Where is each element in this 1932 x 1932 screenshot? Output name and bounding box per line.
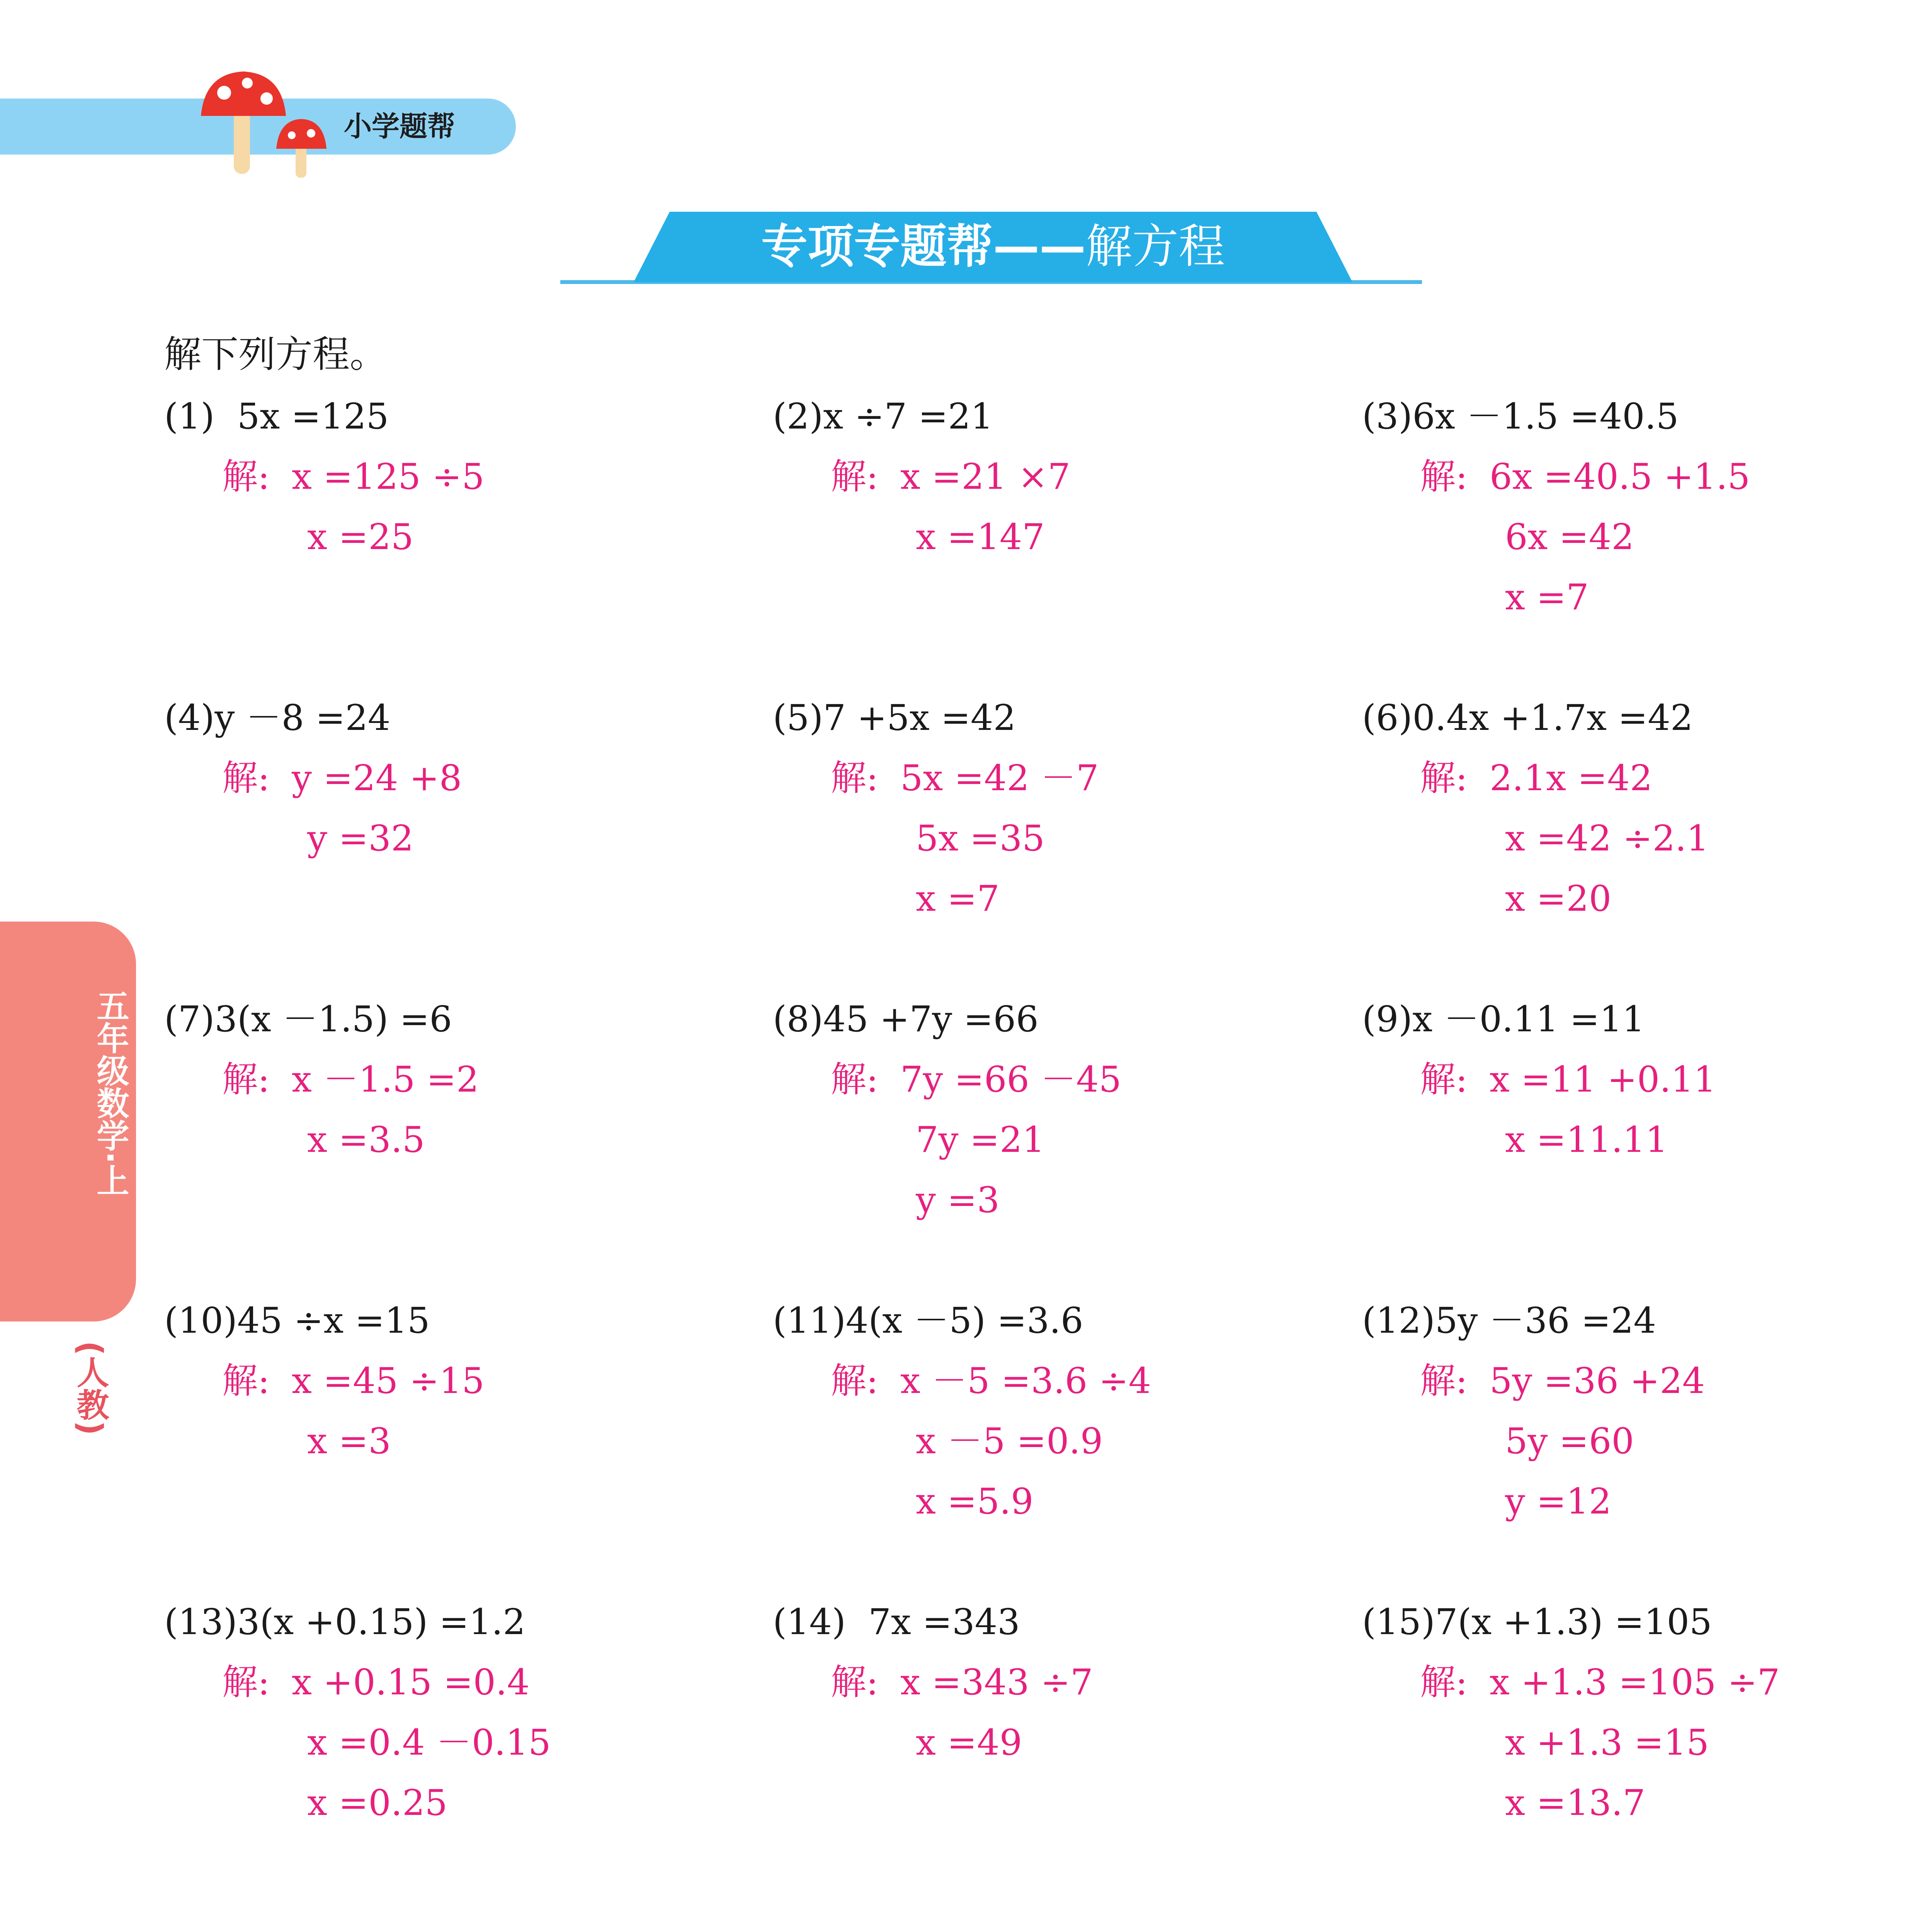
problem-1 bbox=[164, 386, 744, 567]
solution-line bbox=[1362, 1773, 1932, 1833]
solution-line bbox=[773, 808, 1352, 869]
side-tab-edition: (人教) bbox=[71, 1341, 109, 1435]
solve-label: 解: bbox=[222, 456, 270, 497]
problem-12 bbox=[1362, 1291, 1932, 1532]
solve-label: 解: bbox=[222, 1059, 270, 1100]
solution-step: x －1.5 =2 bbox=[292, 1059, 479, 1100]
solution-line bbox=[1362, 1351, 1932, 1411]
solve-label: 解: bbox=[1420, 456, 1468, 497]
solution-line bbox=[164, 1049, 744, 1110]
problem-9 bbox=[1362, 989, 1932, 1170]
solution-step: x =0.25 bbox=[307, 1782, 448, 1823]
solve-label: 解: bbox=[831, 1662, 878, 1703]
solution-step: x =42 ÷2.1 bbox=[1505, 818, 1709, 859]
solution-line bbox=[1362, 808, 1932, 869]
side-tab-grade: 五年级数学·上 bbox=[92, 989, 129, 1196]
solution-step: 6x =40.5 +1.5 bbox=[1490, 456, 1750, 497]
problem-2 bbox=[773, 386, 1352, 567]
solution-line bbox=[1362, 507, 1932, 567]
solve-label: 解: bbox=[831, 456, 878, 497]
solution-step: x +1.3 =15 bbox=[1505, 1722, 1709, 1763]
solution-line bbox=[1362, 567, 1932, 628]
solution-line bbox=[1362, 869, 1932, 929]
problem-8 bbox=[773, 989, 1352, 1230]
solution-line bbox=[773, 1713, 1352, 1773]
solution-line bbox=[1362, 1652, 1932, 1713]
solution-line bbox=[1362, 1049, 1932, 1110]
solution-line bbox=[773, 1471, 1352, 1532]
problem-equation: (2)x ÷7 =21 bbox=[773, 396, 993, 437]
solution-step: x =125 ÷5 bbox=[292, 456, 485, 497]
solution-line bbox=[1362, 1411, 1932, 1471]
problem-equation: (11)4(x －5) =3.6 bbox=[773, 1300, 1083, 1341]
problem-equation: (5)7 +5x =42 bbox=[773, 697, 1016, 738]
solution-step: x =20 bbox=[1505, 878, 1612, 919]
solution-step: x =11.11 bbox=[1505, 1119, 1668, 1160]
solution-line bbox=[164, 1351, 744, 1411]
problem-equation: (12)5y －36 =24 bbox=[1362, 1300, 1656, 1341]
solution-step: x +1.3 =105 ÷7 bbox=[1490, 1662, 1780, 1703]
problem-equation: (15)7(x +1.3) =105 bbox=[1362, 1601, 1712, 1643]
solution-line bbox=[164, 1110, 744, 1170]
solution-line bbox=[773, 1411, 1352, 1471]
solution-line bbox=[164, 1713, 744, 1773]
solution-line bbox=[1362, 1471, 1932, 1532]
problem-equation: (8)45 +7y =66 bbox=[773, 998, 1039, 1040]
solution-step: 5y =36 +24 bbox=[1490, 1360, 1705, 1401]
solution-line bbox=[773, 1652, 1352, 1713]
solution-step: x －5 =3.6 ÷4 bbox=[900, 1360, 1151, 1401]
solution-step: y =32 bbox=[307, 818, 414, 859]
solution-step: 5y =60 bbox=[1505, 1420, 1634, 1462]
solve-label: 解: bbox=[1420, 1059, 1468, 1100]
problem-equation: (6)0.4x +1.7x =42 bbox=[1362, 697, 1693, 738]
solution-line bbox=[773, 869, 1352, 929]
solution-step: x =49 bbox=[916, 1722, 1022, 1763]
solution-step: x =343 ÷7 bbox=[900, 1662, 1093, 1703]
problem-11 bbox=[773, 1291, 1352, 1532]
solution-step: y =12 bbox=[1505, 1481, 1612, 1522]
solution-line bbox=[164, 748, 744, 808]
instruction: 解下列方程。 bbox=[164, 333, 387, 376]
solution-step: 2.1x =42 bbox=[1490, 757, 1653, 799]
solution-step: 7y =21 bbox=[916, 1119, 1045, 1160]
problem-equation: (7)3(x －1.5) =6 bbox=[164, 998, 452, 1040]
problem-4 bbox=[164, 688, 744, 869]
solution-step: x =5.9 bbox=[916, 1481, 1034, 1522]
solution-step: 5x =42 －7 bbox=[900, 757, 1099, 799]
solution-step: 6x =42 bbox=[1505, 516, 1634, 558]
page-title-sub: 解方程 bbox=[1086, 220, 1225, 274]
problem-equation: (3)6x －1.5 =40.5 bbox=[1362, 396, 1679, 437]
solution-step: 5x =35 bbox=[916, 818, 1045, 859]
brand-label: 小学题帮 bbox=[344, 110, 456, 143]
solution-step: x =3 bbox=[307, 1420, 391, 1462]
solve-label: 解: bbox=[831, 1059, 878, 1100]
solve-label: 解: bbox=[1420, 1662, 1468, 1703]
solution-line bbox=[773, 1170, 1352, 1230]
solution-step: x =0.4 －0.15 bbox=[307, 1722, 551, 1763]
solution-step: x =13.7 bbox=[1505, 1782, 1646, 1823]
solution-line bbox=[164, 1773, 744, 1833]
solution-line bbox=[1362, 1110, 1932, 1170]
problem-3 bbox=[1362, 386, 1932, 628]
problem-15 bbox=[1362, 1592, 1932, 1833]
solution-line bbox=[773, 507, 1352, 567]
solve-label: 解: bbox=[1420, 757, 1468, 799]
solution-step: x －5 =0.9 bbox=[916, 1420, 1103, 1462]
problem-equation: (9)x －0.11 =11 bbox=[1362, 998, 1645, 1040]
solution-line bbox=[1362, 748, 1932, 808]
problem-equation: (10)45 ÷x =15 bbox=[164, 1300, 430, 1341]
problem-equation: (1) 5x =125 bbox=[164, 396, 389, 437]
solution-line bbox=[1362, 1713, 1932, 1773]
solve-label: 解: bbox=[831, 757, 878, 799]
problem-equation: (13)3(x +0.15) =1.2 bbox=[164, 1601, 526, 1643]
solution-step: x =147 bbox=[916, 516, 1045, 558]
solve-label: 解: bbox=[831, 1360, 878, 1401]
problem-equation: (14) 7x =343 bbox=[773, 1601, 1020, 1643]
mushroom-icon bbox=[197, 66, 344, 182]
page-title bbox=[634, 212, 1352, 282]
solution-line bbox=[164, 1411, 744, 1471]
solution-step: y =3 bbox=[916, 1179, 1000, 1221]
solution-step: x =7 bbox=[916, 878, 1000, 919]
solution-line bbox=[1362, 447, 1932, 507]
solution-step: x =3.5 bbox=[307, 1119, 425, 1160]
problem-14 bbox=[773, 1592, 1352, 1773]
solution-step: x =21 ×7 bbox=[900, 456, 1071, 497]
solution-step: x =7 bbox=[1505, 577, 1589, 618]
solution-step: x =45 ÷15 bbox=[292, 1360, 485, 1401]
problem-13 bbox=[164, 1592, 744, 1833]
solution-step: 7y =66 －45 bbox=[900, 1059, 1122, 1100]
problem-6 bbox=[1362, 688, 1932, 929]
solve-label: 解: bbox=[222, 757, 270, 799]
solution-step: y =24 +8 bbox=[292, 757, 462, 799]
solution-line bbox=[773, 748, 1352, 808]
solve-label: 解: bbox=[222, 1662, 270, 1703]
solution-line bbox=[773, 1351, 1352, 1411]
problem-equation: (4)y －8 =24 bbox=[164, 697, 391, 738]
solution-step: x =11 +0.11 bbox=[1490, 1059, 1716, 1100]
solution-line bbox=[773, 1110, 1352, 1170]
solution-step: x +0.15 =0.4 bbox=[292, 1662, 530, 1703]
solution-line bbox=[773, 447, 1352, 507]
solution-line bbox=[164, 808, 744, 869]
problem-5 bbox=[773, 688, 1352, 929]
page-title-main: 专项专题帮—— bbox=[761, 220, 1086, 274]
solve-label: 解: bbox=[1420, 1360, 1468, 1401]
solve-label: 解: bbox=[222, 1360, 270, 1401]
solution-line bbox=[164, 447, 744, 507]
problem-10 bbox=[164, 1291, 744, 1471]
solution-line bbox=[773, 1049, 1352, 1110]
problem-7 bbox=[164, 989, 744, 1170]
solution-step: x =25 bbox=[307, 516, 414, 558]
solution-line bbox=[164, 1652, 744, 1713]
solution-line bbox=[164, 507, 744, 567]
